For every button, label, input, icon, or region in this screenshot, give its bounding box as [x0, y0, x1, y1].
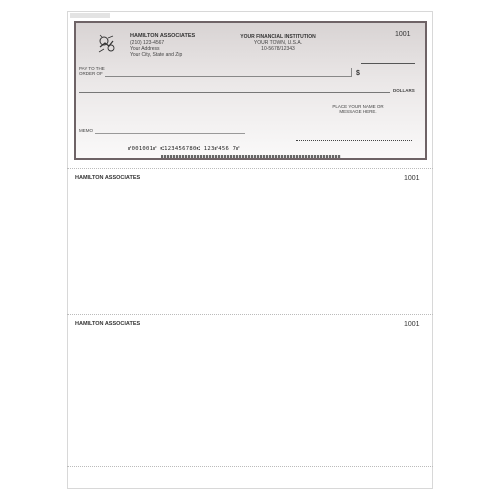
perforation-2 — [67, 314, 433, 315]
bank-town: YOUR TOWN, U.S.A. — [253, 40, 303, 46]
stub-2-number: 1001 — [404, 321, 420, 328]
company-logo-icon — [96, 33, 118, 55]
dollar-sign: $ — [356, 70, 360, 77]
payer-phone: (210) 123-4567 — [130, 40, 165, 46]
payer-name: HAMILTON ASSOCIATES — [130, 33, 196, 39]
memo-label: MEMO — [79, 128, 93, 133]
payer-city: Your City, State and Zip — [130, 52, 183, 58]
amount-field[interactable] — [361, 63, 415, 64]
signature-line[interactable] — [296, 140, 412, 141]
perforation-3 — [67, 466, 433, 467]
perforation-1 — [67, 168, 433, 169]
name-placeholder-line1: PLACE YOUR NAME OR — [332, 104, 384, 109]
order-of-label: ORDER OF — [79, 71, 103, 76]
memo-line[interactable] — [95, 133, 245, 134]
name-placeholder-line2: MESSAGE HERE. — [339, 109, 377, 114]
stub-1-number: 1001 — [404, 175, 420, 182]
stub-1-name: HAMILTON ASSOCIATES — [75, 175, 141, 181]
bank-routing: 10-5678/12343 — [261, 46, 295, 52]
written-amount-line[interactable] — [79, 92, 390, 93]
payee-field[interactable] — [105, 68, 352, 77]
check-number: 1001 — [395, 31, 411, 38]
sheet-header-strip — [70, 13, 110, 18]
bank-name: YOUR FINANCIAL INSTITUTION — [240, 34, 316, 40]
micr-line: ⑈001001⑈ ⑆123456780⑆ 123⑈456 7⑈ — [128, 146, 240, 152]
dollars-label: DOLLARS — [393, 88, 415, 93]
pay-to-label: PAY TO THE — [79, 66, 105, 71]
stub-2-name: HAMILTON ASSOCIATES — [75, 321, 141, 327]
security-microprint — [161, 155, 341, 158]
payer-address: Your Address — [130, 46, 160, 52]
